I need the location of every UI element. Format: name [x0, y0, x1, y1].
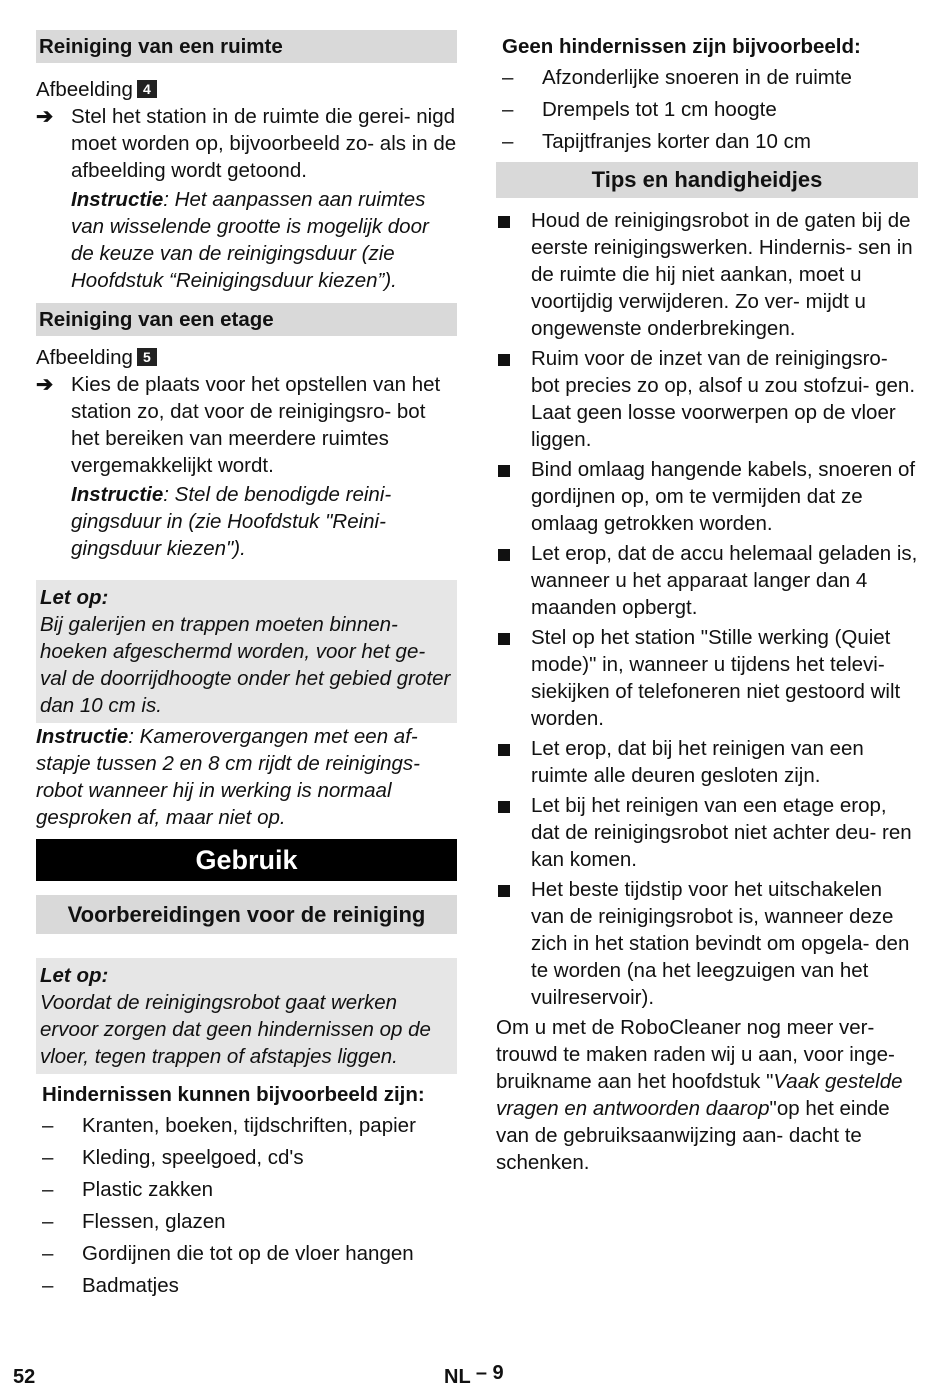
chapter-title: Gebruik: [36, 839, 457, 881]
dash-bullet-icon: –: [42, 1210, 54, 1233]
tip-item: Het beste tijdstip voor het uitschakelen van de reinigingsrobot is, wanneer deze zich in het station bevindt om opgela- den te worden (na het leegzuigen van het vuilreservoir).: [496, 876, 918, 1011]
instruction-note: Instructie: Het aanpassen aan ruimtes van wisselende grootte is mogelijk door de keuze van de reinigingsduur (zie Hoofdstuk “Reinigingsduur kiezen”).: [71, 188, 429, 292]
arrow-right-icon: ➔: [36, 105, 54, 128]
dash-bullet-icon: –: [502, 66, 514, 89]
list-item: – Tapijtfranjes korter dan 10 cm: [502, 130, 811, 153]
tip-item: Let bij het reinigen van een etage erop, dat de reinigingsrobot niet achter deu- ren kan komen.: [496, 792, 918, 873]
list-item: – Plastic zakken: [42, 1178, 214, 1201]
dash-bullet-icon: –: [502, 98, 514, 121]
dash-bullet-icon: –: [42, 1274, 54, 1297]
arrow-right-icon: ➔: [36, 373, 54, 396]
instruction-note: Instructie: Stel de benodigde reini- gingsduur in (zie Hoofdstuk "Reini- gingsduur kiezen").: [71, 483, 392, 560]
square-bullet-icon: [498, 216, 510, 228]
list-item: – Afzonderlijke snoeren in de ruimte: [502, 66, 852, 89]
warning-box: Let op: Voordat de reinigingsrobot gaat werken ervoor zorgen dat geen hindernissen op de vloer, tegen trappen of afstapjes liggen.: [36, 958, 457, 1074]
list-item: – Badmatjes: [42, 1274, 179, 1297]
nonobstacles-list: [496, 64, 918, 155]
obstacles-list: [36, 1112, 457, 1299]
tip-item: Let erop, dat de accu helemaal geladen is, wanneer u het apparaat langer dan 4 maanden opbergt.: [496, 540, 918, 621]
instruction-paragraph: Instructie: Kamerovergangen met een af- stapje tussen 2 en 8 cm rijdt de reinigings- robot wanneer hij in werking is normaal gesproken af, maar niet op.: [36, 725, 421, 829]
section-heading-room: Reiniging van een ruimte: [36, 30, 457, 63]
nonobstacles-heading: Geen hindernissen zijn bijvoorbeeld:: [502, 35, 861, 58]
figure-number-badge: 4: [137, 80, 157, 98]
tip-item: Ruim voor de inzet van de reinigingsro- bot precies zo op, alsof u zou stofzui- gen. Laat geen losse voorwerpen op de vloer liggen.: [496, 345, 918, 453]
square-bullet-icon: [498, 465, 510, 477]
square-bullet-icon: [498, 801, 510, 813]
figure-number-badge: 5: [137, 348, 157, 366]
tip-item: Stel op het station "Stille werking (Quiet mode)" in, wanneer u tijdens het televi- siekijken of telefoneren niet gestoord wilt worden.: [496, 624, 918, 732]
dash-bullet-icon: –: [42, 1114, 54, 1137]
figure-reference: Afbeelding 4: [36, 76, 457, 103]
warning-box: Let op: Bij galerijen en trappen moeten binnen- hoeken afgeschermd worden, voor het ge- val de doorrijdhoogte onder het gebied groter dan 10 cm is.: [36, 580, 457, 723]
tip-item: Let erop, dat bij het reinigen van een ruimte alle deuren gesloten zijn.: [496, 735, 918, 789]
list-item: – Drempels tot 1 cm hoogte: [502, 98, 777, 121]
square-bullet-icon: [498, 633, 510, 645]
page-number: 52: [13, 1366, 36, 1385]
section-heading-preparation: Voorbereidingen voor de reiniging: [36, 895, 457, 934]
square-bullet-icon: [498, 549, 510, 561]
section-heading-tips: Tips en handigheidjes: [496, 162, 918, 198]
dash-bullet-icon: –: [42, 1242, 54, 1265]
closing-paragraph: Om u met de RoboCleaner nog meer ver- trouwd te maken raden wij u aan, voor inge- bruikname aan het hoofdstuk "Vaak gestelde vragen en antwoorden daarop"op het einde van de gebruiksaanwijzing aan- dacht te schenken.: [496, 1016, 903, 1174]
obstacles-heading: Hindernissen kunnen bijvoorbeeld zijn:: [42, 1083, 425, 1106]
section-heading-floor: Reiniging van een etage: [36, 303, 457, 336]
figure-reference: Afbeelding 5: [36, 344, 457, 371]
tip-item: Houd de reinigingsrobot in de gaten bij de eerste reinigingswerken. Hindernis- sen in de ruimte die hij niet aankan, moet u voortijdig verwijderen. Zo ver- mijdt u ongewenste onderbrekingen.: [496, 207, 918, 342]
tips-list: [496, 207, 918, 1011]
dash-bullet-icon: –: [42, 1146, 54, 1169]
tip-item: Bind omlaag hangende kabels, snoeren of gordijnen op, om te vermijden dat ze omlaag getrokken worden.: [496, 456, 918, 537]
language-page-indicator: NL – 9: [444, 1362, 504, 1385]
instruction-step: ➔ Stel het station in de ruimte die gerei- nigd moet worden op, bijvoorbeeld zo- als in de afbeelding wordt getoond.: [36, 105, 457, 182]
square-bullet-icon: [498, 744, 510, 756]
faq-chapter-reference: Vaak gestelde vragen en antwoorden daarop: [496, 1070, 903, 1120]
square-bullet-icon: [498, 354, 510, 366]
dash-bullet-icon: –: [42, 1178, 54, 1201]
dash-bullet-icon: –: [502, 130, 514, 153]
list-item: – Kleding, speelgoed, cd's: [42, 1146, 304, 1169]
list-item: – Kranten, boeken, tijdschriften, papier: [42, 1114, 416, 1137]
instruction-step: ➔ Kies de plaats voor het opstellen van het station zo, dat voor de reinigingsro- bot het bereiken van meerdere ruimtes vergemakkelijkt wordt.: [36, 373, 441, 477]
left-column: [36, 30, 457, 1304]
right-column: [496, 33, 918, 1176]
list-item: – Gordijnen die tot op de vloer hangen: [42, 1242, 414, 1265]
square-bullet-icon: [498, 885, 510, 897]
list-item: – Flessen, glazen: [42, 1210, 226, 1233]
